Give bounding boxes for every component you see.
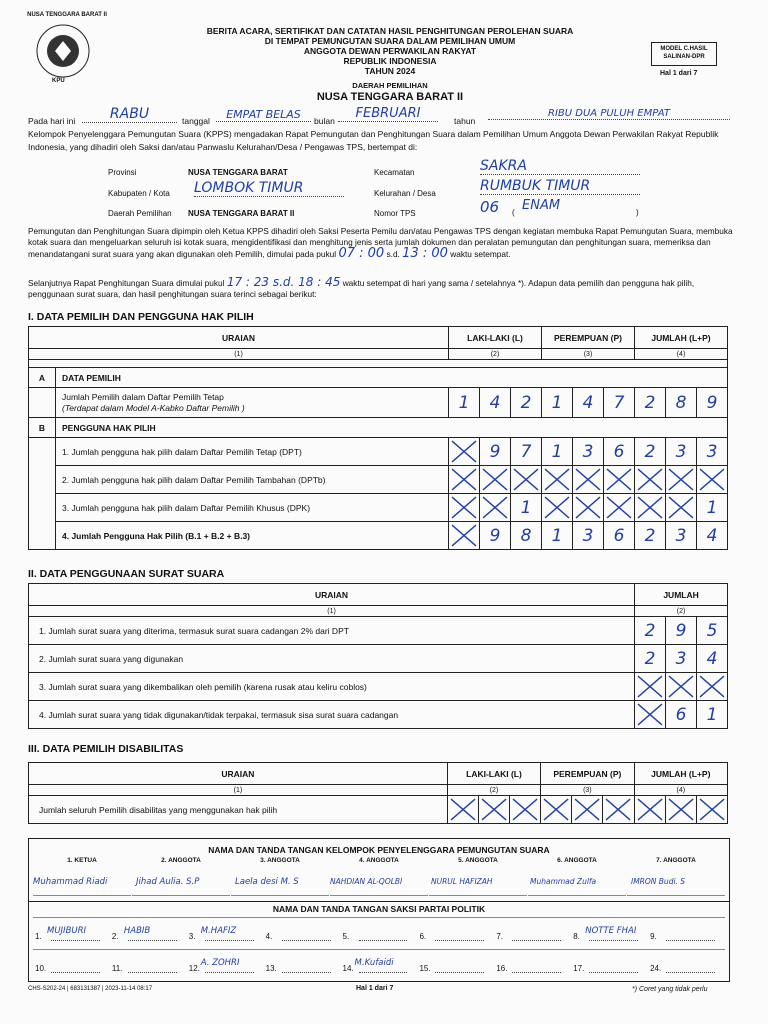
saksi-slot xyxy=(33,950,108,978)
saksi-slot xyxy=(341,918,416,946)
saksi-sign-line xyxy=(512,940,561,941)
s3-r1-cell xyxy=(634,796,665,824)
s1-b2-label: 2. Jumlah pengguna hak pilih dalam Daftar Pemilih Tambahan (DPTb) xyxy=(56,466,449,494)
s3-r1-cell xyxy=(541,796,572,824)
s2-row-4 xyxy=(29,701,728,729)
saksi-sign-line xyxy=(282,972,331,973)
s1-b4-cell: 2 xyxy=(635,522,666,550)
saksi-name: HABIB xyxy=(123,926,151,936)
s2-r1-cell: 2 xyxy=(635,617,666,645)
s3-r1-cell xyxy=(696,796,727,824)
body-paragraph-2 xyxy=(28,277,740,300)
s2-r2-cell: 2 xyxy=(635,645,666,673)
s1-a-empty xyxy=(29,388,56,418)
s2-row-1 xyxy=(29,617,728,645)
p2b-text: waktu setempat di hari yang sama / setelahnya *). Adapun data pemilih dan pengguna hak pilih, penggunaan surat suara, dan hasil penghitungan suara terinci sebagai berikut: xyxy=(28,278,695,299)
section2-title: II. DATA PENGGUNAAN SURAT SUARA xyxy=(28,568,225,580)
cross-mark-icon xyxy=(666,673,696,700)
saksi-sign-line xyxy=(435,972,484,973)
kpps-slot-5 xyxy=(429,857,527,896)
s2-r4-cell xyxy=(635,701,666,729)
saksi-number: 8. xyxy=(573,932,580,941)
opening-line xyxy=(28,106,740,128)
saksi-number: 16. xyxy=(496,964,508,973)
kpps-role-6: 6. ANGGOTA xyxy=(557,857,597,864)
cross-mark-icon xyxy=(542,494,572,521)
s2-row-3 xyxy=(29,673,728,701)
bulan-value: FEBRUARI xyxy=(338,106,438,122)
s1-b-empty xyxy=(29,466,56,494)
s1-b4-cell xyxy=(449,522,480,550)
s3-n4: (4) xyxy=(634,785,727,796)
kelurahan-label: Kelurahan / Desa xyxy=(374,189,436,198)
header-line3: ANGGOTA DEWAN PERWAKILAN RAKYAT xyxy=(303,46,477,56)
s1-b3-cell: 1 xyxy=(697,494,728,522)
s1-b4-cell: 4 xyxy=(697,522,728,550)
cross-mark-icon xyxy=(511,466,541,493)
saksi-slot xyxy=(264,950,339,978)
s1-a1-cell: 1 xyxy=(542,388,573,418)
s1-b1-cell: 3 xyxy=(666,438,697,466)
saksi-slot xyxy=(571,918,646,946)
saksi-slot xyxy=(494,918,569,946)
provinsi-value: NUSA TENGGARA BARAT xyxy=(188,168,288,177)
s1-a-title: DATA PEMILIH xyxy=(56,368,728,388)
saksi-number: 10. xyxy=(35,964,47,973)
saksi-slot xyxy=(494,950,569,978)
s1-row-b2 xyxy=(29,466,728,494)
cross-mark-icon xyxy=(449,522,479,549)
s1-b2-cell xyxy=(573,466,604,494)
saksi-number: 11. xyxy=(111,964,123,973)
opening-paragraph: Kelompok Penyelenggara Pemungutan Suara (KPPS) mengadakan Rapat Pemungutan dan Penghitungan Suara dalam Pemilihan Umum Anggota Dewan Perwakilan Rakyat Republik Indonesia, yang dihadiri oleh Saksi dan/atau Panwaslu Kelurahan/Desa / Pengawas TPS, bertempat di: xyxy=(28,129,719,152)
kabupaten-value: LOMBOK TIMUR xyxy=(194,180,344,197)
s1-b3-cell xyxy=(573,494,604,522)
saksi-slot xyxy=(648,950,723,978)
s2-r1-cell: 5 xyxy=(697,617,728,645)
s1-a1-label xyxy=(56,388,449,418)
s1-b2-cell xyxy=(542,466,573,494)
cross-mark-icon xyxy=(449,494,479,521)
s2-r3-cell xyxy=(666,673,697,701)
cross-mark-icon xyxy=(635,701,665,728)
kpps-slot-6 xyxy=(528,857,626,896)
s1-row-a1 xyxy=(29,388,728,418)
s3-r1-cell xyxy=(572,796,603,824)
kpps-slot-4 xyxy=(330,857,428,896)
s1-b1-cell: 6 xyxy=(604,438,635,466)
saksi-sign-line xyxy=(282,940,331,941)
kecamatan-value: SAKRA xyxy=(480,158,640,175)
kpps-slot-3 xyxy=(231,857,329,896)
s1-a1-cell: 9 xyxy=(697,388,728,418)
s1-col-p: PEREMPUAN (P) xyxy=(542,327,635,349)
provinsi-label: Provinsi xyxy=(108,168,137,177)
kpu-logo xyxy=(27,12,107,88)
saksi-sign-line xyxy=(51,940,100,941)
cross-mark-icon xyxy=(510,796,540,823)
saksi-name: A. ZOHRI xyxy=(200,958,240,968)
section3-title: III. DATA PEMILIH DISABILITAS xyxy=(28,743,184,755)
saksi-sign-line xyxy=(589,972,638,973)
kpps-name-5: NURUL HAFIZAH xyxy=(431,877,493,886)
cross-mark-icon xyxy=(573,494,603,521)
saksi-number: 4. xyxy=(265,932,273,941)
s1-b3-cell xyxy=(449,494,480,522)
p1-text: Pemungutan dan Penghitungan Suara dipimpin oleh Ketua KPPS dihadiri oleh Saksi Peserta Pemilu dan/atau Pengawas TPS dengan kegiatan membuka Rapat Pemungutan Suara, membuka kotak suara dan mengeluarkan seluruh isi kotak suara, mengidentifikasi dan menghitung jenis serta jumlah dokumen dan peralatan pemungutan dan penghitungan suara, memeriksa dan menandatangani surat suara yang akan digunakan oleh Pemilih, dimulai pada pukul xyxy=(28,226,733,259)
s2-col-j: JUMLAH xyxy=(635,584,728,606)
saksi-row-1 xyxy=(33,917,725,948)
tps-label: Nomor TPS xyxy=(374,209,416,218)
kpps-row xyxy=(33,857,725,897)
saksi-sign-line xyxy=(666,940,715,941)
s1-b3-cell xyxy=(635,494,666,522)
s1-b1-cell xyxy=(449,438,480,466)
dapil-value: NUSA TENGGARA BARAT II xyxy=(188,209,295,218)
s2-r1-cell: 9 xyxy=(666,617,697,645)
header-line4: REPUBLIK INDONESIA xyxy=(343,56,437,66)
cross-mark-icon xyxy=(603,796,633,823)
saksi-slot xyxy=(187,918,262,946)
saksi-number: 2. xyxy=(111,932,119,941)
cross-mark-icon xyxy=(635,796,665,823)
header-line2: DI TEMPAT PEMUNGUTAN SUARA DALAM PEMILIHAN UMUM xyxy=(264,36,516,46)
cross-mark-icon xyxy=(572,796,602,823)
saksi-number: 12. xyxy=(188,964,200,973)
cross-mark-icon xyxy=(449,466,479,493)
s1-b1-cell: 9 xyxy=(480,438,511,466)
s1-b2-cell xyxy=(511,466,542,494)
s2-row-2 xyxy=(29,645,728,673)
saksi-sign-line xyxy=(666,972,715,973)
s1-b4-cell: 8 xyxy=(511,522,542,550)
p2a-text: Selanjutnya Rapat Penghitungan Suara dimulai pukul xyxy=(28,278,225,288)
s2-r3-cell xyxy=(635,673,666,701)
cross-mark-icon xyxy=(448,796,478,823)
kpps-name-1: Muhammad Riadi xyxy=(33,877,108,887)
s3-col-j: JUMLAH (L+P) xyxy=(634,763,727,785)
saksi-slot xyxy=(571,950,646,978)
cross-mark-icon xyxy=(480,494,510,521)
tanggal-label: tanggal xyxy=(182,116,210,126)
s1-b3-cell: 1 xyxy=(511,494,542,522)
kabupaten-label: Kabupaten / Kota xyxy=(108,189,170,198)
s1-b4-cell: 9 xyxy=(480,522,511,550)
logo-text: NUSA TENGGARA BARAT II xyxy=(27,12,107,18)
saksi-name: NOTTE FHAI xyxy=(585,926,637,936)
s1-a1-cell: 4 xyxy=(573,388,604,418)
kpps-name-4: NAHDIAN AL-QOLBI xyxy=(330,877,403,886)
saksi-slot xyxy=(417,918,492,946)
cross-mark-icon xyxy=(635,494,665,521)
s3-n1: (1) xyxy=(29,785,448,796)
cross-mark-icon xyxy=(573,466,603,493)
s3-r1-cell xyxy=(510,796,541,824)
kpps-name-7: IMRON Budi. S xyxy=(631,877,686,886)
s1-a1-cell: 2 xyxy=(635,388,666,418)
s1-b1-cell: 3 xyxy=(697,438,728,466)
footer-code: CHS-S202-24 | 683131387 | 2023-11-14 08:17 xyxy=(28,986,153,992)
saksi-name: MUJIBURI xyxy=(47,926,87,936)
s2-n2: (2) xyxy=(635,606,728,617)
saksi-sign-line xyxy=(512,972,561,973)
s3-col-l: LAKI-LAKI (L) xyxy=(447,763,540,785)
kecamatan-label: Kecamatan xyxy=(374,168,415,177)
s1-n3: (3) xyxy=(542,349,635,360)
s1-a1-cell: 1 xyxy=(449,388,480,418)
section1-title: I. DATA PEMILIH DAN PENGGUNA HAK PILIH xyxy=(28,311,254,323)
saksi-number: 6. xyxy=(419,932,427,941)
saksi-number: 17. xyxy=(573,964,585,973)
saksi-sign-line xyxy=(435,940,484,941)
s3-col-p: PEREMPUAN (P) xyxy=(541,763,634,785)
s1-a1-cell: 7 xyxy=(604,388,635,418)
tahun-label: tahun xyxy=(454,116,476,126)
s1-b3-label: 3. Jumlah pengguna hak pilih dalam Daftar Pemilih Khusus (DPK) xyxy=(56,494,449,522)
s1-a1-line1: Jumlah Pemilih dalam Daftar Pemilih Tetap xyxy=(62,391,224,402)
cross-mark-icon xyxy=(697,466,727,493)
cross-mark-icon xyxy=(697,796,727,823)
s1-b4-cell: 3 xyxy=(666,522,697,550)
footer-page: Hal 1 dari 7 xyxy=(356,985,394,992)
dapil-label: Daerah Pemilihan xyxy=(108,209,172,218)
cross-mark-icon xyxy=(479,796,509,823)
kpps-title: NAMA DAN TANDA TANGAN KELOMPOK PENYELENGGARA PEMUNGUTAN SUARA xyxy=(208,845,550,855)
header-line1: BERITA ACARA, SERTIFIKAT DAN CATATAN HASIL PENGHITUNGAN PEROLEHAN SUARA xyxy=(206,26,574,36)
saksi-number: 9. xyxy=(650,932,657,941)
s2-r4-cell: 6 xyxy=(666,701,697,729)
saksi-sign-line xyxy=(128,972,177,973)
saksi-number: 15. xyxy=(419,964,431,973)
saksi-number: 5. xyxy=(342,932,350,941)
saksi-slot xyxy=(187,950,262,978)
saksi-name: M.Kufaidi xyxy=(354,958,394,968)
logo-sub: KPU xyxy=(52,78,65,84)
end-time: 13 : 00 xyxy=(402,246,448,261)
s1-b1-cell: 7 xyxy=(511,438,542,466)
s1-a1-line2: (Terdapat dalam Model A-Kabko Daftar Pemilih ) xyxy=(62,402,245,413)
s1-b2-cell xyxy=(449,466,480,494)
s1-b1-cell: 3 xyxy=(573,438,604,466)
hari-value: RABU xyxy=(82,106,177,123)
section1-table xyxy=(28,326,728,550)
tahun-value: RIBU DUA PULUH EMPAT xyxy=(488,108,730,120)
location-block xyxy=(108,160,728,222)
saksi-number: 24. xyxy=(650,964,662,973)
kpps-slot-2 xyxy=(132,857,230,896)
saksi-sign-line xyxy=(359,972,408,973)
s2-r4-label: 4. Jumlah surat suara yang tidak digunakan/tidak terpakai, termasuk sisa surat suara cadangan xyxy=(29,701,635,729)
s1-b2-cell xyxy=(480,466,511,494)
kpps-role-7: 7. ANGGOTA xyxy=(656,857,696,864)
s1-spacer xyxy=(29,360,728,368)
s1-b3-cell xyxy=(480,494,511,522)
s1-a-letter: A xyxy=(29,368,56,388)
s1-b1-cell: 2 xyxy=(635,438,666,466)
cross-mark-icon xyxy=(697,673,727,700)
section3-table xyxy=(28,762,728,824)
saksi-sign-line xyxy=(51,972,100,973)
s1-b3-cell xyxy=(604,494,635,522)
saksi-number: 3. xyxy=(188,932,196,941)
s1-b1-label: 1. Jumlah pengguna hak pilih dalam Daftar Pemilih Tetap (DPT) xyxy=(56,438,449,466)
kpps-slot-1 xyxy=(33,857,131,896)
s1-row-b1 xyxy=(29,438,728,466)
s2-r2-label: 2. Jumlah surat suara yang digunakan xyxy=(29,645,635,673)
count-time: 17 : 23 s.d. 18 : 45 xyxy=(226,275,341,289)
tps-paren-close: ) xyxy=(636,208,639,217)
s1-b-empty xyxy=(29,438,56,466)
s1-a1-cell: 2 xyxy=(511,388,542,418)
s1-b2-cell xyxy=(666,466,697,494)
saksi-sign-line xyxy=(128,940,177,941)
saksi-slot xyxy=(110,950,185,978)
s2-r3-cell xyxy=(697,673,728,701)
saksi-sign-line xyxy=(205,940,254,941)
daerah-value: NUSA TENGGARA BARAT II xyxy=(316,91,464,103)
page-number: Hal 1 dari 7 xyxy=(660,70,698,77)
saksi-sign-line xyxy=(205,972,254,973)
cross-mark-icon xyxy=(604,466,634,493)
s1-col-uraian: URAIAN xyxy=(29,327,449,349)
s1-col-l: LAKI-LAKI (L) xyxy=(449,327,542,349)
s1-row-b3 xyxy=(29,494,728,522)
kpps-role-3: 3. ANGGOTA xyxy=(260,857,300,864)
s2-n1: (1) xyxy=(29,606,635,617)
kpps-role-5: 5. ANGGOTA xyxy=(458,857,498,864)
s1-b-letter: B xyxy=(29,418,56,438)
s1-b-empty xyxy=(29,522,56,550)
s1-b1-cell: 1 xyxy=(542,438,573,466)
saksi-number: 7. xyxy=(496,932,503,941)
kelurahan-value: RUMBUK TIMUR xyxy=(480,178,640,195)
s2-col-uraian: URAIAN xyxy=(29,584,635,606)
s2-r1-label: 1. Jumlah surat suara yang diterima, termasuk surat suara cadangan 2% dari DPT xyxy=(29,617,635,645)
s3-n3: (3) xyxy=(541,785,634,796)
saksi-slot xyxy=(648,918,723,946)
start-time: 07 : 00 xyxy=(338,246,385,261)
s1-b3-cell xyxy=(666,494,697,522)
s1-b2-cell xyxy=(697,466,728,494)
s1-col-j: JUMLAH (L+P) xyxy=(635,327,728,349)
cross-mark-icon xyxy=(666,494,696,521)
signature-block xyxy=(28,838,730,982)
header-line5: TAHUN 2024 xyxy=(364,66,416,76)
s2-r2-cell: 3 xyxy=(666,645,697,673)
tps-paren-open: ( xyxy=(512,208,515,217)
s1-b2-cell xyxy=(604,466,635,494)
s1-n4: (4) xyxy=(635,349,728,360)
s2-r2-cell: 4 xyxy=(697,645,728,673)
saksi-slot xyxy=(264,918,339,946)
saksi-number: 14. xyxy=(342,964,354,973)
s1-b4-label: 4. Jumlah Pengguna Hak Pilih (B.1 + B.2 + B.3) xyxy=(56,522,449,550)
cross-mark-icon xyxy=(541,796,571,823)
tps-words: ENAM xyxy=(522,198,561,213)
cross-mark-icon xyxy=(635,673,665,700)
tanggal-value: EMPAT BELAS xyxy=(216,108,311,122)
cross-mark-icon xyxy=(635,466,665,493)
s3-col-uraian: URAIAN xyxy=(29,763,448,785)
s3-r1-label: Jumlah seluruh Pemilih disabilitas yang menggunakan hak pilih xyxy=(29,796,448,824)
s2-r4-cell: 1 xyxy=(697,701,728,729)
cross-mark-icon xyxy=(604,494,634,521)
saksi-slot xyxy=(33,918,108,946)
s1-b-title: PENGGUNA HAK PILIH xyxy=(56,418,728,438)
saksi-row-2 xyxy=(33,949,725,980)
body-paragraph-1 xyxy=(28,226,740,260)
saksi-number: 13. xyxy=(265,964,277,973)
kpps-role-2: 2. ANGGOTA xyxy=(161,857,201,864)
waktu-text: waktu setempat. xyxy=(450,249,511,259)
s1-a1-cell: 4 xyxy=(480,388,511,418)
tps-value: 06 xyxy=(480,198,500,216)
s3-r1-cell xyxy=(603,796,634,824)
s1-b-empty xyxy=(29,494,56,522)
s1-b4-cell: 3 xyxy=(573,522,604,550)
s1-row-b4 xyxy=(29,522,728,550)
kpps-name-6: Muhammad Zulfa xyxy=(530,877,597,886)
cross-mark-icon xyxy=(666,796,696,823)
s2-r3-label: 3. Jumlah surat suara yang dikembalikan oleh pemilih (karena rusak atau keliru coblos) xyxy=(29,673,635,701)
cross-mark-icon xyxy=(449,438,479,465)
s1-n2: (2) xyxy=(449,349,542,360)
s1-b4-cell: 6 xyxy=(604,522,635,550)
s3-r1-cell xyxy=(665,796,696,824)
saksi-sign-line xyxy=(359,940,408,941)
kpps-role-4: 4. ANGGOTA xyxy=(359,857,399,864)
saksi-slot xyxy=(417,950,492,978)
kpps-name-2: Jihad Aulia. S.P xyxy=(136,877,200,887)
cross-mark-icon xyxy=(542,466,572,493)
s3-n2: (2) xyxy=(447,785,540,796)
saksi-sign-line xyxy=(589,940,638,941)
s3-row-1 xyxy=(29,796,728,824)
kpps-role-1: 1. KETUA xyxy=(67,857,97,864)
pada-hari-label: Pada hari ini xyxy=(28,116,76,126)
cross-mark-icon xyxy=(480,466,510,493)
s1-b2-cell xyxy=(635,466,666,494)
s1-b4-cell: 1 xyxy=(542,522,573,550)
s3-r1-cell xyxy=(478,796,509,824)
cross-mark-icon xyxy=(666,466,696,493)
sd-label: s.d. xyxy=(386,249,400,259)
model-box: MODEL C.HASIL SALINAN-DPR xyxy=(651,42,717,66)
s3-r1-cell xyxy=(447,796,478,824)
saksi-number: 1. xyxy=(35,932,42,941)
saksi-slot xyxy=(341,950,416,978)
kpps-name-3: Laela desi M. S xyxy=(235,877,299,887)
section2-table xyxy=(28,583,728,729)
saksi-name: M.HAFIZ xyxy=(200,926,237,936)
s1-a1-cell: 8 xyxy=(666,388,697,418)
saksi-slot xyxy=(110,918,185,946)
s1-n1: (1) xyxy=(29,349,449,360)
bulan-label: bulan xyxy=(314,116,335,126)
saksi-title: NAMA DAN TANDA TANGAN SAKSI PARTAI POLITIK xyxy=(29,901,729,914)
s1-b3-cell xyxy=(542,494,573,522)
footer-note: *) Coret yang tidak perlu xyxy=(632,986,708,993)
kpps-slot-7 xyxy=(627,857,725,896)
daerah-label: DAERAH PEMILIHAN xyxy=(352,81,428,90)
